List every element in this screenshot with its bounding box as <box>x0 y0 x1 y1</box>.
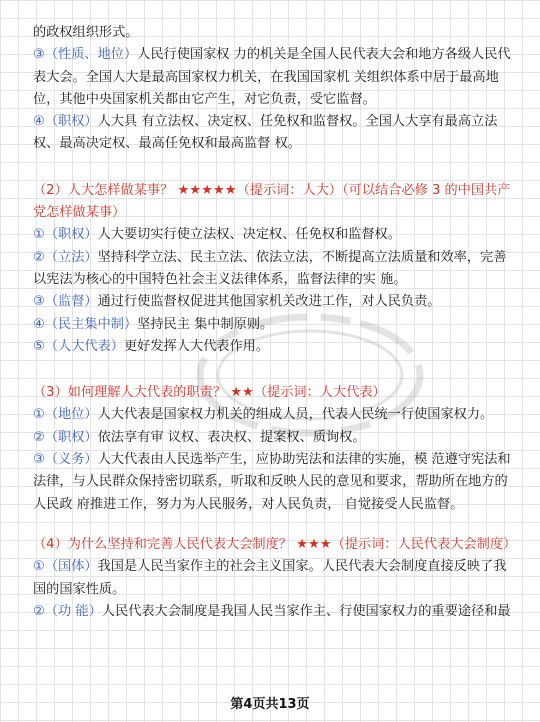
item-number: ② <box>33 603 45 619</box>
section3-item-2 <box>33 427 511 449</box>
section4-heading: （4）为什么坚持和完善人民代表大会制度？ ★★★（提示词：人民代表大会制度） <box>33 536 517 552</box>
section3-item-3 <box>33 449 511 516</box>
item-number: ① <box>33 559 45 575</box>
item-tag: （立法） <box>44 249 98 265</box>
part1-item-3 <box>33 44 511 111</box>
item-tag: （功 能） <box>44 603 102 619</box>
item-text: 我国是人民当家作主的社会主义国家。人民代表大会制度直接反映了我国的国家性质。 <box>33 559 507 597</box>
section2-item-4 <box>33 314 511 336</box>
item-number: ② <box>33 249 45 265</box>
item-number: ④ <box>33 316 45 332</box>
section4-item-2 <box>33 601 511 623</box>
spacer <box>33 516 511 534</box>
section4-item-1 <box>33 556 511 601</box>
item-tag: （职权） <box>44 429 98 445</box>
section3-heading: （3）如何理解人大代表的职责？ ★★（提示词：人大代表） <box>33 385 386 401</box>
item-text: 坚持民主 集中制原则。 <box>137 316 274 332</box>
part1-item-4 <box>33 111 511 156</box>
item-number: ③ <box>33 294 45 310</box>
section2-item-2 <box>33 247 511 292</box>
section2-item-3 <box>33 291 511 313</box>
item-tag: （义务） <box>44 452 98 468</box>
item-text: 人大具 有立法权、决定权、任免权和监督权。全国人大享有最高立法权、最高决定权、最高任免权和最高监督 权。 <box>33 114 498 152</box>
item-text: 人大代表由人民选举产生，应协助宪法和法律的实施，模 范遵守宪法和法律，与人民群众保持密切联系，听取和反映人民的意见和要求，帮助所在地方的人民政 府推进工作，努力为人民服务，对人民负责， 自觉接受人民监督。 <box>33 452 511 512</box>
document-body <box>33 22 517 623</box>
item-number: ⑤ <box>33 338 45 354</box>
section3-item-1 <box>33 404 511 426</box>
item-tag: （职权） <box>44 227 98 243</box>
item-tag: （民主集中制） <box>44 316 138 332</box>
section2-item-5 <box>33 336 511 358</box>
item-tag: （国体） <box>44 559 98 575</box>
item-tag: （性质、地位） <box>44 47 138 63</box>
item-tag: （监督） <box>44 294 98 310</box>
item-text: 坚持科学立法、民主立法、依法立法，不断提高立法质量和效率，完善以宪法为核心的中国特色社会主义法律体系，监督法律的实 施。 <box>33 249 507 287</box>
spacer <box>33 156 511 180</box>
item-text: 人民代表大会制度是我国人民当家作主、行使国家权力的重要途径和最 <box>101 603 511 619</box>
item-text: 依法享有审 议权、表决权、提案权、质询权。 <box>97 429 366 445</box>
item-tag: （地位） <box>44 407 98 423</box>
item-number: ① <box>33 407 45 423</box>
item-text: 通过行使监督权促进其他国家机关改进工作，对人民负责。 <box>97 294 441 310</box>
item-tag: （人大代表） <box>44 338 124 354</box>
item-number: ④ <box>33 114 45 130</box>
item-text: 人民行使国家权 力的机关是全国人民代表大会和地方各级人民代表大会。全国人大是最高国家权力机关，在我国国家机 关组织体系中居于最高地位，其他中央国家机关都由它产生，对它负责，受它监督。 <box>33 47 511 107</box>
intro-line: 的政权组织形式。 <box>33 25 139 40</box>
item-tag: （职权） <box>44 114 98 130</box>
page-number-footer: 第4页共13页 <box>230 697 310 712</box>
spacer <box>33 358 511 382</box>
item-text: 人大要切实行使立法权、决定权、任免权和监督权。 <box>97 227 401 243</box>
item-number: ② <box>33 429 45 445</box>
item-number: ③ <box>33 452 45 468</box>
item-number: ③ <box>33 47 45 63</box>
item-number: ① <box>33 227 45 243</box>
item-text: 更好发挥人大代表作用。 <box>123 338 270 354</box>
section2-heading: （2）人大怎样做某事？ ★★★★★（提示词：人大）（可以结合必修 3 的中国共产党怎样做某事） <box>33 182 511 221</box>
item-text: 人大代表是国家权力机关的组成人员，代表人民统一行使国家权力。 <box>97 407 494 423</box>
section2-item-1 <box>33 224 511 246</box>
